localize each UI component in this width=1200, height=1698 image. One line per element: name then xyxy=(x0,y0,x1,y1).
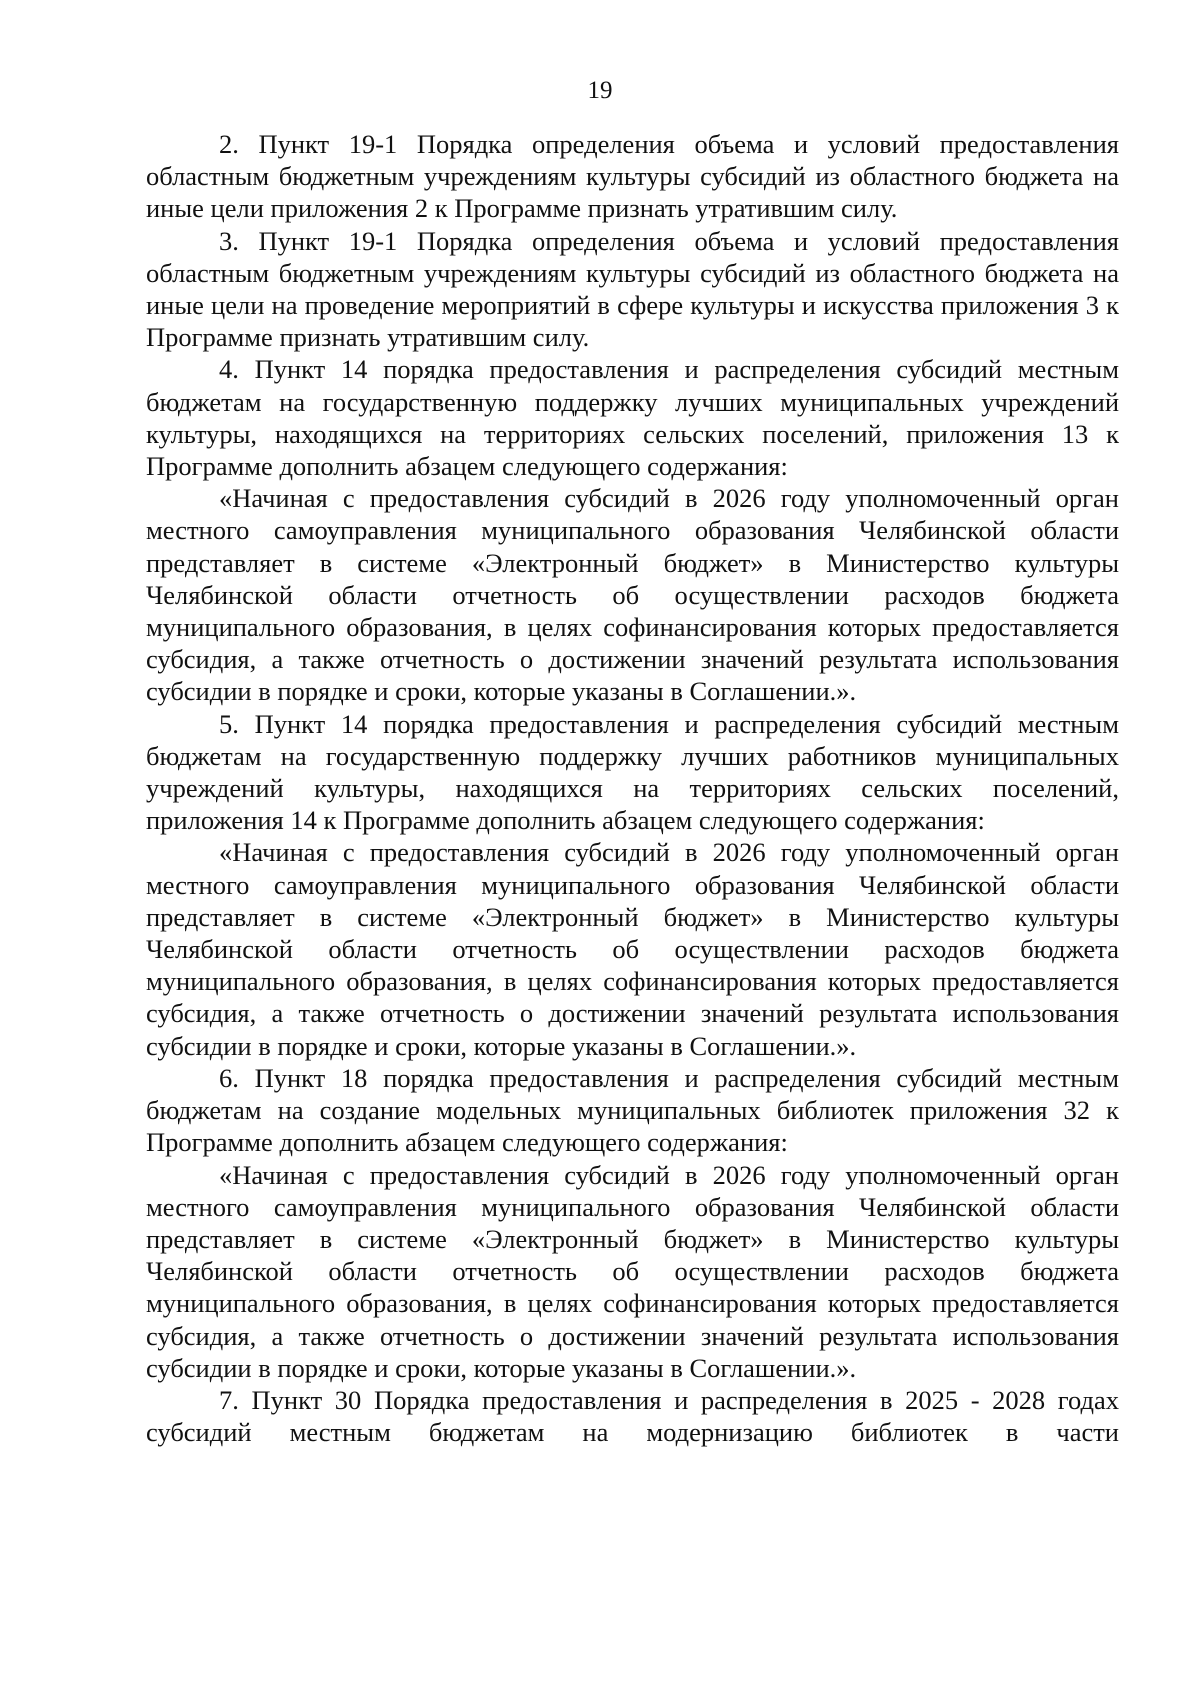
paragraph-item-2: 2. Пункт 19-1 Порядка определения объема и условий предоставления областным бюджетным учреждениям культуры субсидий из областного бюджета на иные цели приложения 2 к Программе признать утратившим силу. xyxy=(146,129,1119,224)
paragraph-item-7: 7. Пункт 30 Порядка предоставления и распределения в 2025 - 2028 годах субсидий местным бюджетам на модернизацию библиотек в части xyxy=(146,1384,1119,1448)
paragraph-quote-item-4: «Начиная с предоставления субсидий в 2026 году уполномоченный орган местного самоуправления муниципального образования Челябинской области представляет в системе «Электронный бюджет» в Министерство культуры Челябинской области отчетность об осуществлении расходов бюджета муниципального образования, в целях софинансирования которых предоставляется субсидия, а также отчетность о достижении значений результата использования субсидии в порядке и сроки, которые указаны в Соглашении.». xyxy=(146,483,1119,707)
paragraph-item-4: 4. Пункт 14 порядка предоставления и распределения субсидий местным бюджетам на государственную поддержку лучших муниципальных учреждений культуры, находящихся на территориях сельских поселений, приложения 13 к Программе дополнить абзацем следующего содержания: xyxy=(146,354,1119,482)
paragraph-quote-item-5: «Начиная с предоставления субсидий в 2026 году уполномоченный орган местного самоуправления муниципального образования Челябинской области представляет в системе «Электронный бюджет» в Министерство культуры Челябинской области отчетность об осуществлении расходов бюджета муниципального образования, в целях софинансирования которых предоставляется субсидия, а также отчетность о достижении значений результата использования субсидии в порядке и сроки, которые указаны в Соглашении.». xyxy=(146,837,1119,1061)
paragraph-quote-item-6: «Начиная с предоставления субсидий в 2026 году уполномоченный орган местного самоуправления муниципального образования Челябинской области представляет в системе «Электронный бюджет» в Министерство культуры Челябинской области отчетность об осуществлении расходов бюджета муниципального образования, в целях софинансирования которых предоставляется субсидия, а также отчетность о достижении значений результата использования субсидии в порядке и сроки, которые указаны в Соглашении.». xyxy=(146,1159,1119,1383)
paragraph-item-3: 3. Пункт 19-1 Порядка определения объема и условий предоставления областным бюджетным учреждениям культуры субсидий из областного бюджета на иные цели на проведение мероприятий в сфере культуры и искусства приложения 3 к Программе признать утратившим силу. xyxy=(146,225,1119,353)
page-number: 19 xyxy=(587,77,613,104)
paragraph-item-6: 6. Пункт 18 порядка предоставления и распределения субсидий местным бюджетам на создание модельных муниципальных библиотек приложения 32 к Программе дополнить абзацем следующего содержания: xyxy=(146,1062,1119,1158)
document-body xyxy=(146,128,1119,1448)
paragraph-item-5: 5. Пункт 14 порядка предоставления и распределения субсидий местным бюджетам на государственную поддержку лучших работников муниципальных учреждений культуры, находящихся на территориях сельских поселений, приложения 14 к Программе дополнить абзацем следующего содержания: xyxy=(146,708,1119,836)
